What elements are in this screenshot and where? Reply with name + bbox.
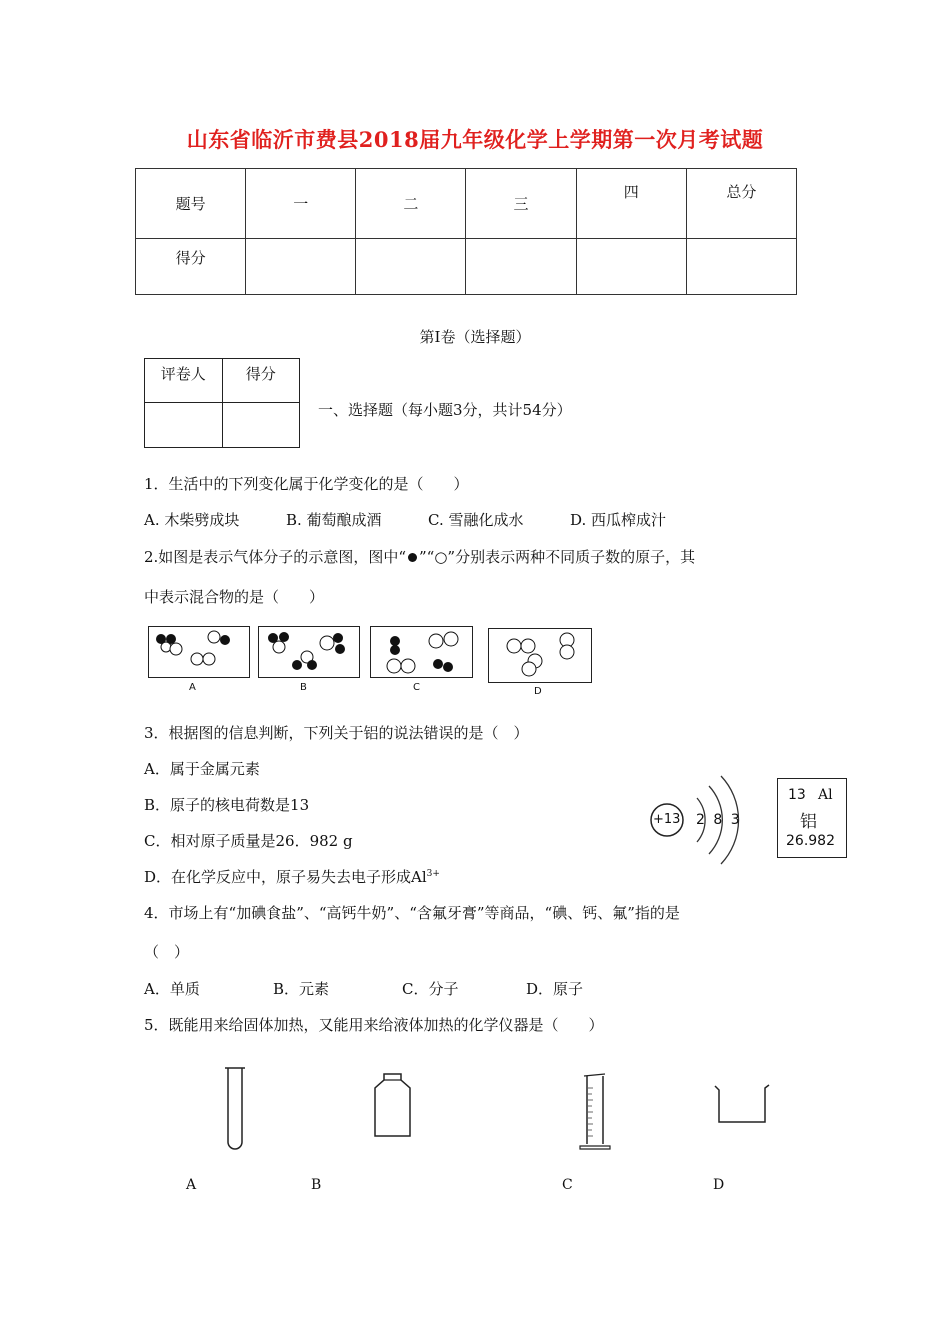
molecule-diagram-d — [489, 629, 591, 682]
q2-label-c: C — [413, 682, 420, 693]
q2-label-a: A — [189, 682, 196, 693]
q4-option-a: A．单质 — [144, 980, 200, 998]
q4-option-b: B．元素 — [273, 980, 330, 998]
score-header-cell: 题号 — [136, 169, 246, 239]
grader-header: 得分 — [222, 359, 300, 403]
q4-stem-cont: （ ） — [144, 943, 190, 961]
molecule-diagram-b — [259, 627, 359, 677]
element-card — [777, 778, 847, 858]
score-cell — [356, 239, 466, 295]
molecule-diagram-c — [371, 627, 472, 677]
molecule-box-d — [488, 628, 592, 683]
q3-stem: 3．根据图的信息判断，下列关于铝的说法错误的是（ ） — [144, 724, 529, 742]
q2-stem-a: 2.如图是表示气体分子的示意图，图中“ — [144, 548, 406, 566]
q2-label-d: D — [534, 686, 542, 697]
score-header-cell: 一 — [246, 169, 356, 239]
score-cell — [576, 239, 686, 295]
q2-stem-b: ”“○”分别表示两种不同质子数的原子，其 — [418, 548, 696, 566]
q4-option-c: C．分子 — [402, 980, 459, 998]
beaker-icon — [712, 1080, 772, 1128]
score-header-cell: 总分 — [686, 169, 796, 239]
q3-option-b: B．原子的核电荷数是13 — [144, 796, 310, 814]
q1-option-a: A. 木柴劈成块 — [144, 511, 240, 529]
score-cell — [686, 239, 796, 295]
part-heading: 一、选择题（每小题3分，共计54分） — [318, 401, 572, 419]
grader-cell — [145, 403, 223, 448]
grader-header: 评卷人 — [145, 359, 223, 403]
molecule-diagram-a — [149, 627, 249, 677]
atom-structure-diagram — [645, 762, 765, 872]
test-tube-icon — [220, 1064, 250, 1154]
score-header-cell: 三 — [466, 169, 576, 239]
q2-stem — [144, 546, 695, 567]
section-title: 第Ⅰ卷（选择题） — [419, 328, 531, 346]
electron-counts: 2 8 3 — [696, 812, 742, 828]
score-header-cell: 二 — [356, 169, 466, 239]
q2-label-b: B — [300, 682, 307, 693]
q5-label-c: C — [562, 1177, 573, 1193]
grader-cell — [222, 403, 300, 448]
q3-option-a: A．属于金属元素 — [144, 760, 260, 778]
page-title: 山东省临沂市费县2018届九年级化学上学期第一次月考试题 — [186, 127, 764, 152]
element-symbol: Al — [818, 787, 833, 803]
nucleus-charge: +13 — [653, 812, 681, 827]
q2-stem-cont: 中表示混合物的是（ ） — [144, 588, 325, 606]
score-cell — [246, 239, 356, 295]
q5-label-d: D — [713, 1177, 725, 1193]
q5-label-b: B — [311, 1177, 322, 1193]
score-row-label: 得分 — [136, 239, 246, 295]
molecule-box-c — [370, 626, 473, 678]
ion-charge: 3+ — [426, 869, 440, 879]
q1-option-d: D. 西瓜榨成汁 — [570, 511, 667, 529]
graduated-cylinder-icon — [578, 1072, 614, 1152]
score-cell — [466, 239, 576, 295]
molecule-box-b — [258, 626, 360, 678]
q3-option-d — [144, 866, 440, 887]
grader-table — [144, 358, 300, 448]
black-atom-icon — [408, 553, 417, 562]
score-header-cell: 四 — [576, 169, 686, 239]
q3-option-d-text: D．在化学反应中，原子易失去电子形成Al — [144, 868, 427, 886]
q4-stem: 4．市场上有“加碘食盐”、“高钙牛奶”、“含氟牙膏”等商品，“碘、钙、氟”指的是 — [144, 904, 680, 922]
wide-mouth-bottle-icon — [370, 1072, 415, 1142]
score-table — [135, 168, 797, 295]
q1-stem: 1．生活中的下列变化属于化学变化的是（ ） — [144, 475, 469, 493]
q5-label-a: A — [186, 1177, 197, 1193]
element-mass: 26.982 — [786, 833, 835, 849]
element-number: 13 — [788, 787, 806, 803]
q1-option-b: B. 葡萄酿成酒 — [286, 511, 382, 529]
element-name: 铝 — [800, 812, 817, 832]
q5-stem: 5．既能用来给固体加热，又能用来给液体加热的化学仪器是（ ） — [144, 1016, 604, 1034]
q3-option-c: C．相对原子质量是26．982 g — [144, 832, 353, 850]
q4-option-d: D．原子 — [526, 980, 584, 998]
molecule-box-a — [148, 626, 250, 678]
q1-option-c: C. 雪融化成水 — [428, 511, 524, 529]
